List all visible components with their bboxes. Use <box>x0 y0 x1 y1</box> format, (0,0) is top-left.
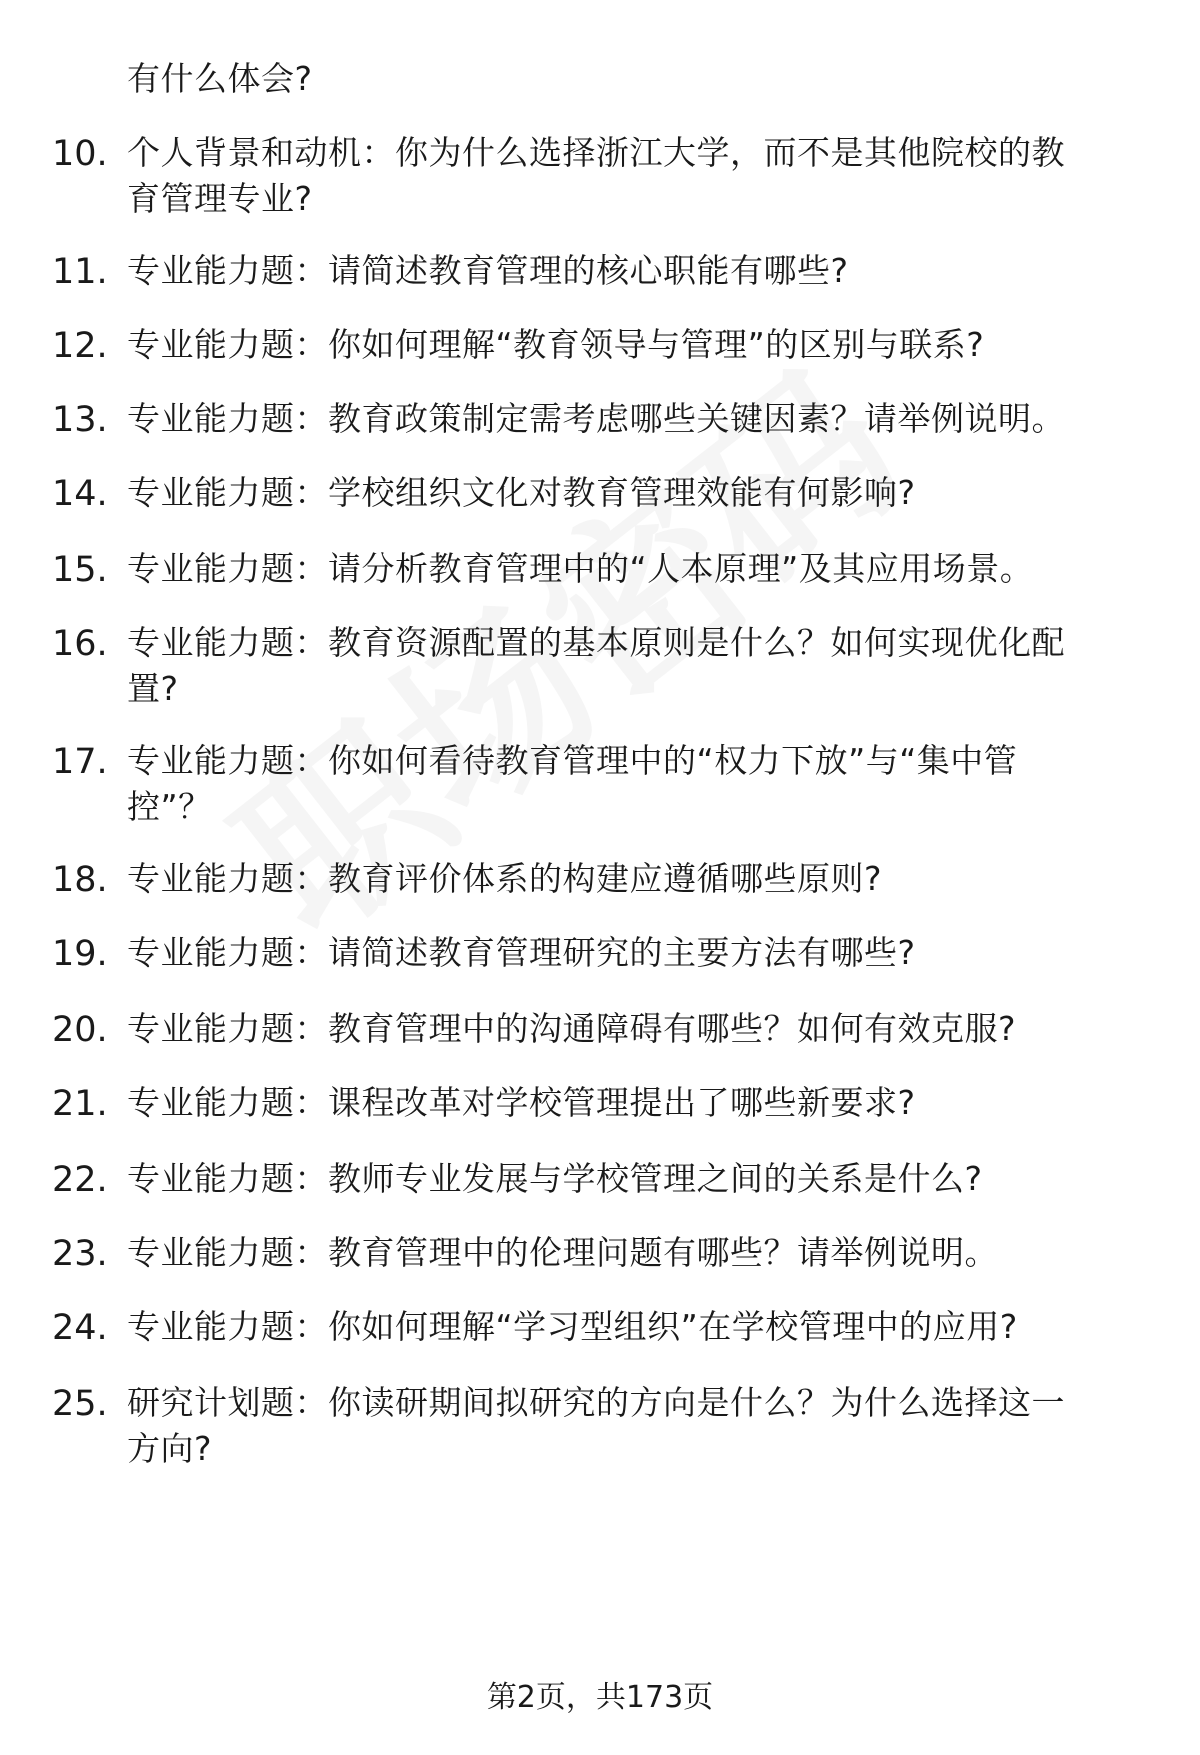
item-text <box>127 396 1147 442</box>
item-number: 18. <box>52 860 108 900</box>
item-number: 11. <box>52 252 108 292</box>
item-line: 研究计划题：你读研期间拟研究的方向是什么？为什么选择这一 <box>127 1383 1065 1422</box>
item-text <box>127 56 1147 102</box>
item-line: 控”？ <box>127 787 212 826</box>
item-line: 专业能力题：你如何理解“学习型组织”在学校管理中的应用? <box>127 1307 1018 1346</box>
item-line: 专业能力题：教师专业发展与学校管理之间的关系是什么? <box>127 1159 983 1198</box>
item-number: 17. <box>52 742 108 782</box>
item-text <box>127 248 1147 294</box>
page-footer: 第2页，共173页 <box>486 1680 714 1715</box>
item-number: 14. <box>52 474 108 514</box>
item-line: 个人背景和动机：你为什么选择浙江大学，而不是其他院校的教 <box>127 133 1065 172</box>
item-number: 22. <box>52 1160 108 1200</box>
item-text <box>127 1156 1147 1202</box>
item-text <box>127 470 1147 516</box>
item-line: 有什么体会? <box>127 59 313 98</box>
item-text <box>127 856 1147 902</box>
item-line: 专业能力题：教育评价体系的构建应遵循哪些原则? <box>127 859 883 898</box>
item-line: 专业能力题：请分析教育管理中的“人本原理”及其应用场景。 <box>127 549 1034 588</box>
item-line: 置? <box>127 669 179 708</box>
item-text <box>127 1230 1147 1276</box>
item-text <box>127 1006 1147 1052</box>
item-number: 15. <box>52 550 108 590</box>
item-line: 专业能力题：课程改革对学校管理提出了哪些新要求? <box>127 1083 916 1122</box>
item-text <box>127 738 1147 830</box>
item-number: 10. <box>52 134 108 174</box>
item-number: 24. <box>52 1308 108 1348</box>
item-text <box>127 930 1147 976</box>
item-line: 专业能力题：请简述教育管理研究的主要方法有哪些? <box>127 933 916 972</box>
item-number: 20. <box>52 1010 108 1050</box>
item-line: 育管理专业? <box>127 179 313 218</box>
item-number: 16. <box>52 624 108 664</box>
item-number: 25. <box>52 1384 108 1424</box>
item-text <box>127 322 1147 368</box>
item-text <box>127 546 1147 592</box>
item-text <box>127 620 1147 712</box>
item-text <box>127 1080 1147 1126</box>
item-text <box>127 130 1147 222</box>
item-line: 专业能力题：你如何理解“教育领导与管理”的区别与联系? <box>127 325 985 364</box>
item-line: 专业能力题：你如何看待教育管理中的“权力下放”与“集中管 <box>127 741 1018 780</box>
item-line: 专业能力题：教育管理中的伦理问题有哪些？请举例说明。 <box>127 1233 998 1272</box>
item-number: 23. <box>52 1234 108 1274</box>
item-number: 21. <box>52 1084 108 1124</box>
item-line: 专业能力题：学校组织文化对教育管理效能有何影响? <box>127 473 916 512</box>
item-number: 12. <box>52 326 108 366</box>
item-line: 专业能力题：教育管理中的沟通障碍有哪些？如何有效克服? <box>127 1009 1017 1048</box>
item-line: 方向? <box>127 1429 213 1468</box>
item-text <box>127 1380 1147 1472</box>
item-text <box>127 1304 1147 1350</box>
item-number: 19. <box>52 934 108 974</box>
item-line: 专业能力题：教育政策制定需考虑哪些关键因素？请举例说明。 <box>127 399 1065 438</box>
item-line: 专业能力题：教育资源配置的基本原则是什么？如何实现优化配 <box>127 623 1065 662</box>
item-line: 专业能力题：请简述教育管理的核心职能有哪些? <box>127 251 849 290</box>
item-number: 13. <box>52 400 108 440</box>
